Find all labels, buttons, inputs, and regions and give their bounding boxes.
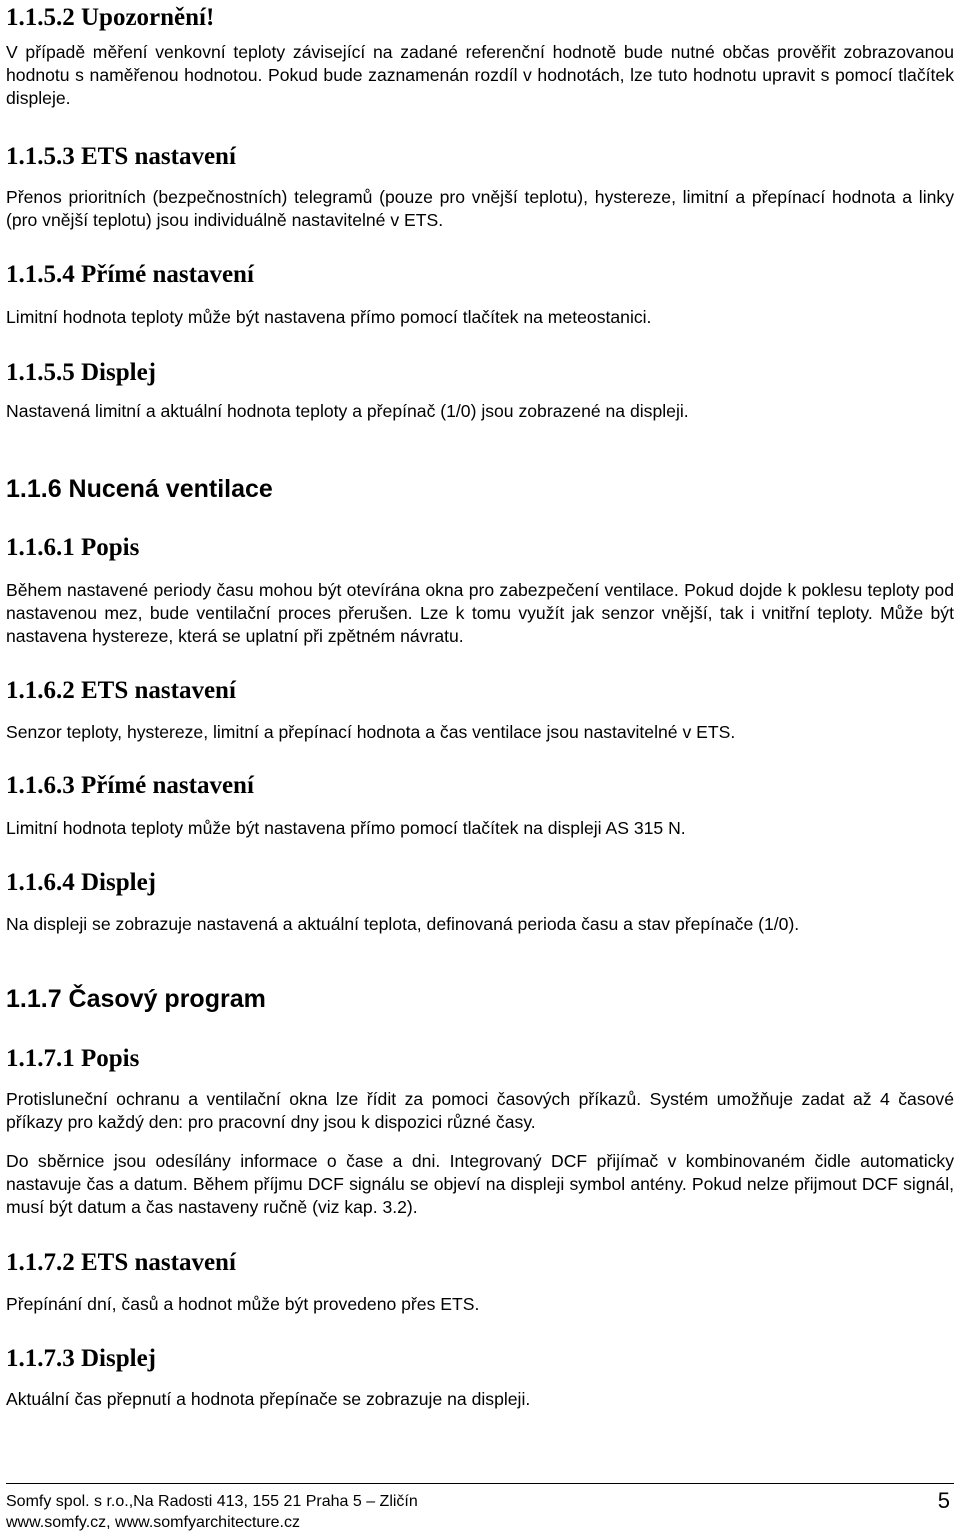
section-heading: 1.1.7.2 ETS nastavení	[6, 1249, 236, 1276]
paragraph: V případě měření venkovní teploty závisející na zadané referenční hodnotě bude nutné občas prověřit zobrazovanou hodnotu s naměřenou hodnotou. Pokud bude zaznamenán rozdíl v hodnotách, lze tuto hodnotu upravit s pomocí tlačítek displeje.	[6, 42, 954, 108]
section-heading: 1.1.7 Časový program	[6, 985, 266, 1013]
footer-divider	[6, 1483, 954, 1484]
paragraph: Limitní hodnota teploty může být nastavena přímo pomocí tlačítek na displeji AS 315 N.	[6, 818, 686, 838]
section-heading: 1.1.5.4 Přímé nastavení	[6, 261, 254, 288]
section-heading: 1.1.6 Nucená ventilace	[6, 475, 273, 503]
paragraph: Během nastavené periody času mohou být otevírána okna pro zabezpečení ventilace. Pokud dojde k poklesu teploty pod nastavenou mez, bude ventilační proces přerušen. Lze k tomu využít jak senzor vnější, tak i vnitřní teploty. Může být nastavena hystereze, která se uplatní při zpětném návratu.	[6, 580, 954, 646]
section-heading: 1.1.7.1 Popis	[6, 1045, 140, 1072]
paragraph: Nastavená limitní a aktuální hodnota teploty a přepínač (1/0) jsou zobrazené na displeji.	[6, 401, 689, 421]
paragraph: Na displeji se zobrazuje nastavená a aktuální teplota, definovaná perioda času a stav přepínače (1/0).	[6, 914, 800, 934]
paragraph: Do sběrnice jsou odesílány informace o čase a dni. Integrovaný DCF přijímač v kombinovaném čidle automaticky nastavuje čas a datum. Během příjmu DCF signálu se objeví na displeji symbol antény. Pokud nelze přijmout DCF signál, musí být datum a čas nastaveny ručně (viz kap. 3.2).	[6, 1151, 954, 1217]
section-heading: 1.1.6.3 Přímé nastavení	[6, 772, 254, 799]
paragraph: Limitní hodnota teploty může být nastavena přímo pomocí tlačítek na meteostanici.	[6, 307, 652, 327]
section-heading: 1.1.5.5 Displej	[6, 359, 156, 386]
paragraph: Protisluneční ochranu a ventilační okna lze řídit za pomoci časových příkazů. Systém umožňuje zadat až 4 časové příkazy pro každý den: pro pracovní dny jsou k dispozici různé časy.	[6, 1089, 954, 1132]
section-heading: 1.1.5.2 Upozornění!	[6, 4, 215, 31]
paragraph: Senzor teploty, hystereze, limitní a přepínací hodnota a čas ventilace jsou nastavitelné v ETS.	[6, 722, 736, 742]
page-number: 5	[937, 1488, 950, 1513]
section-heading: 1.1.6.4 Displej	[6, 869, 156, 896]
section-heading: 1.1.6.2 ETS nastavení	[6, 677, 236, 704]
paragraph: Přepínání dní, časů a hodnot může být provedeno přes ETS.	[6, 1294, 480, 1314]
paragraph: Aktuální čas přepnutí a hodnota přepínače se zobrazuje na displeji.	[6, 1389, 531, 1409]
paragraph: Přenos prioritních (bezpečnostních) telegramů (pouze pro vnější teplotu), hystereze, limitní a přepínací hodnota a linky (pro vnější teplotu) jsou individuálně nastavitelné v ETS.	[6, 187, 954, 230]
section-heading: 1.1.5.3 ETS nastavení	[6, 143, 236, 170]
section-heading: 1.1.7.3 Displej	[6, 1345, 156, 1372]
section-heading: 1.1.6.1 Popis	[6, 534, 140, 561]
footer-address: Somfy spol. s r.o.,Na Radosti 413, 155 21 Praha 5 – Zličín	[6, 1493, 418, 1510]
footer-web: www.somfy.cz, www.somfyarchitecture.cz	[6, 1514, 300, 1531]
